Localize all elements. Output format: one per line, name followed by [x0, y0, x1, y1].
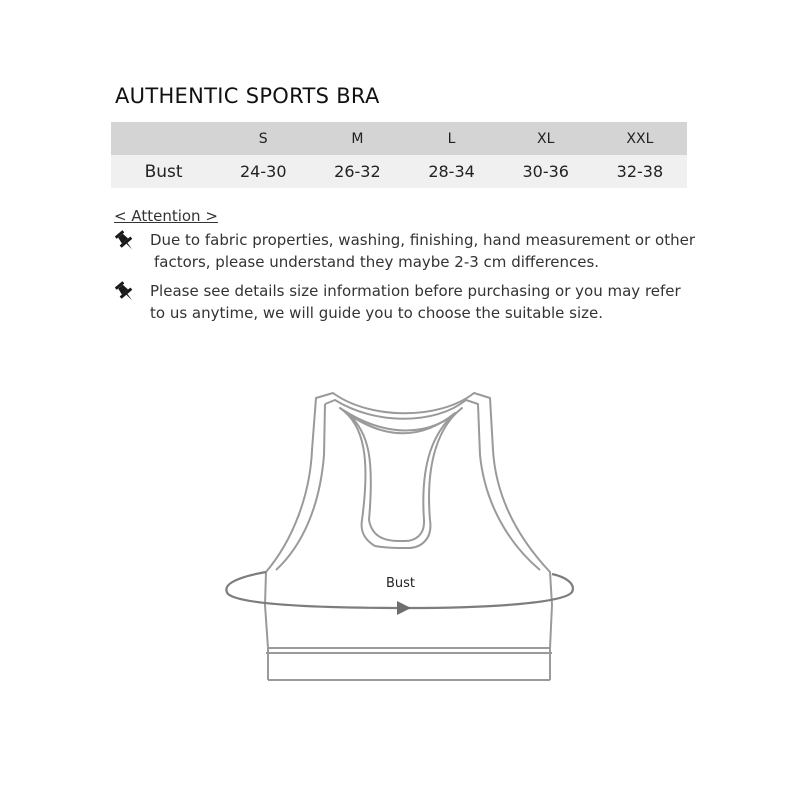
page-title: AUTHENTIC SPORTS BRA	[115, 84, 380, 108]
size-header-s: S	[258, 130, 268, 147]
size-header-row	[111, 122, 687, 155]
size-header-m: M	[351, 130, 364, 147]
size-header-xxl: XXL	[626, 130, 654, 147]
size-chart-table	[111, 122, 687, 188]
bust-value-xl: 30-36	[522, 162, 569, 181]
attention-note	[113, 229, 703, 273]
pushpin-icon	[113, 229, 137, 253]
size-header-xl: XL	[537, 130, 555, 147]
bust-arrow-icon	[397, 601, 411, 615]
attention-heading: < Attention >	[114, 207, 218, 225]
note-line: Due to fabric properties, washing, finishing, hand measurement or other	[150, 231, 695, 249]
bust-row-label: Bust	[144, 161, 183, 182]
bust-value-s: 24-30	[240, 162, 287, 181]
note-line: to us anytime, we will guide you to choose the suitable size.	[150, 304, 603, 322]
bust-row	[111, 155, 687, 188]
bust-value-l: 28-34	[428, 162, 475, 181]
bust-value-m: 26-32	[334, 162, 381, 181]
note-line: Please see details size information before purchasing or you may refer	[150, 282, 681, 300]
racerback-outline	[347, 413, 455, 541]
pushpin-icon	[113, 280, 137, 304]
attention-note	[113, 280, 703, 324]
note-line: factors, please understand they maybe 2-3 cm differences.	[154, 253, 600, 271]
strap-outline	[276, 404, 325, 570]
header-corner-cell	[111, 122, 216, 155]
racerback-outline	[340, 408, 462, 548]
size-header-l: L	[447, 130, 456, 147]
bust-value-xxl: 32-38	[616, 162, 664, 181]
bust-measure-label: Bust	[386, 576, 416, 591]
sports-bra-diagram	[220, 385, 590, 685]
